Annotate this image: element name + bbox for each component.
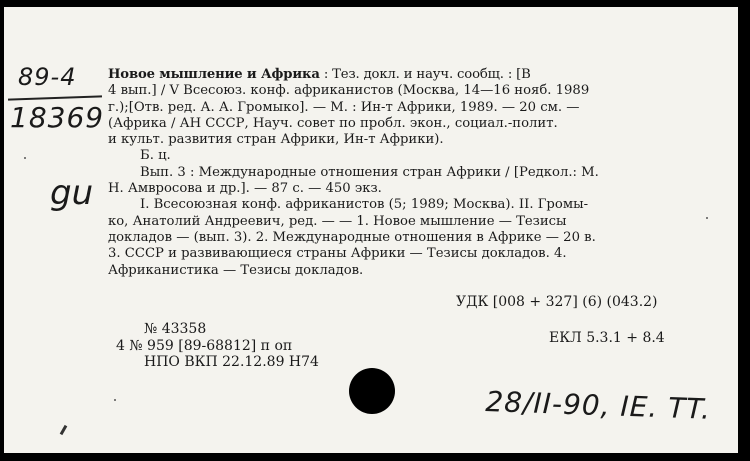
call-number-bottom: 18369: [10, 101, 105, 134]
record-line-13: Африканистика — Тезисы докладов.: [108, 262, 364, 278]
call-number-top: 89-4: [18, 63, 77, 91]
handwritten-initials: gu: [50, 173, 94, 213]
punch-hole: [349, 368, 395, 414]
record-line-4: (Африка / АН СССР, Науч. совет по пробл. экон., социал.-полит.: [108, 115, 558, 131]
record-line-5: и культ. развития стран Африки, Ин-т Африки).: [108, 132, 444, 148]
record-line-12: 3. СССР и развивающиеся страны Африки — Тезисы докладов. 4.: [108, 246, 567, 262]
record-line-8: Н. Амвросова и др.]. — 87 с. — 450 экз.: [108, 181, 382, 197]
record-line-3: г.);[Отв. ред. А. А. Громыко]. — М. : Ин-т Африки, 1989. — 20 см. —: [108, 99, 580, 115]
bibliographic-record: [108, 67, 692, 279]
call-number-divider: [8, 95, 102, 100]
record-line-10: ко, Анатолий Андреевич, ред. — — 1. Новое мышление — Тезисы: [108, 213, 567, 229]
record-line-9: I. Всесоюзная конф. африканистов (5; 1989; Москва). II. Громы-: [140, 197, 589, 213]
record-line-1: [108, 67, 692, 83]
speck: [24, 157, 26, 159]
record-title: Новое мышление и Африка: [108, 67, 320, 82]
card-metadata: [116, 321, 319, 371]
handwritten-date-note: 28/II-90, IE. TT.: [484, 385, 712, 426]
speck: [114, 399, 116, 401]
catalog-card: [4, 7, 738, 453]
record-line-1-rest: : Тез. докл. и науч. сообщ. : [В: [319, 67, 531, 82]
card-number: № 43358: [144, 321, 207, 337]
udk-classification: УДК [008 + 327] (6) (043.2): [456, 294, 658, 310]
speck: [706, 217, 708, 219]
card-order: 4 № 959 [89-68812] п оп: [116, 337, 293, 354]
record-line-6: Б. ц.: [140, 148, 171, 164]
ink-mark: [60, 425, 68, 435]
ekl-classification: ЕКЛ 5.3.1 + 8.4: [549, 330, 665, 346]
card-publisher-line: НПО ВКП 22.12.89 Н74: [144, 354, 319, 370]
record-line-2: 4 вып.] / V Всесоюз. конф. африканистов (Москва, 14—16 нояб. 1989: [108, 83, 590, 99]
record-line-11: докладов — (вып. 3). 2. Международные отношения в Африке — 20 в.: [108, 229, 596, 245]
record-line-7: Вып. 3 : Международные отношения стран Африки / [Редкол.: М.: [140, 164, 599, 180]
